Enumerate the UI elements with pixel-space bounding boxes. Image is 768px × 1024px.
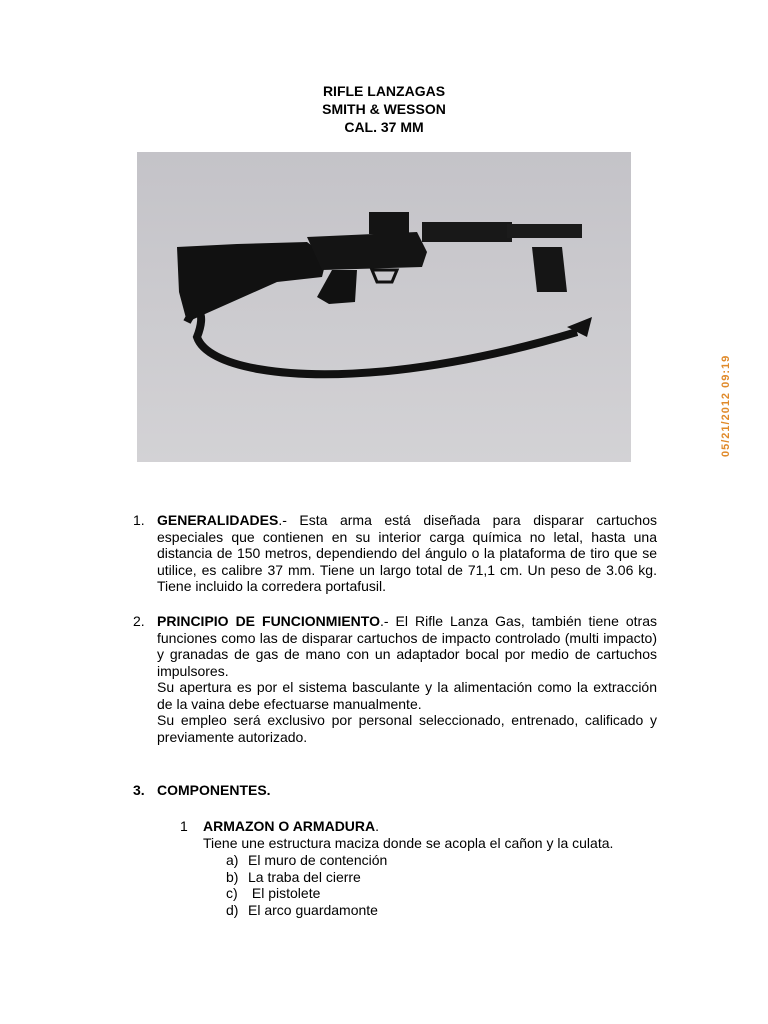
rifle-photo xyxy=(137,152,732,462)
section-heading: COMPONENTES. xyxy=(157,782,271,798)
list-item-label: d) xyxy=(226,901,239,918)
list-item-text: El muro de contención xyxy=(248,852,388,868)
title-line-1: RIFLE LANZAGAS xyxy=(322,83,446,99)
section-paragraph: Su apertura es por el sistema basculante y la alimentación como la extracción de la vaina debe efectuarse manualmente. xyxy=(157,679,657,712)
camera-date-stamp: 05/21/2012 09:19 xyxy=(720,354,732,457)
section-body xyxy=(157,782,657,799)
list-item-text: El arco guardamonte xyxy=(248,901,378,918)
list-item-text: La traba del cierre xyxy=(248,868,361,885)
list-item-label: a) xyxy=(226,852,239,868)
section-heading: GENERALIDADES xyxy=(157,512,279,528)
heading-suffix: . xyxy=(375,818,380,834)
section-body xyxy=(157,613,657,745)
document-title xyxy=(0,82,768,136)
subsection-text: Tiene une estructura maciza donde se acopla el cañon y la culata. xyxy=(203,834,614,851)
section-text: Esta arma está diseñada para disparar cartuchos especiales que contienen en su interior carga química no letal, hasta una distancia de 150 metros, dependiendo del ángulo o la plataforma de tiro que se utilice, es calibre 37 mm. Tiene un largo total de 71,1 cm. Un peso de 3.06 kg. Tiene incluido la corredera portafusil. xyxy=(157,512,657,594)
section-body xyxy=(157,512,657,595)
list-item xyxy=(226,902,387,919)
heading-suffix: .- xyxy=(278,512,287,528)
list-item xyxy=(226,869,387,886)
heading-suffix: .- xyxy=(379,613,389,629)
list-item-text: El pistolete xyxy=(248,885,321,901)
section-text: El Rifle Lanza Gas, también tiene otras funciones como las de disparar cartuchos de impacto controlado (multi impacto) y granadas de gas de mano con un adaptador bocal por medio de cartuchos impulsores. xyxy=(157,613,657,679)
component-list xyxy=(226,852,387,918)
section-heading: PRINCIPIO DE FUNCIONMIENTO xyxy=(157,613,380,629)
list-item xyxy=(226,885,387,902)
list-item-label: c) xyxy=(226,885,238,901)
list-item-label: b) xyxy=(226,868,239,885)
subsection-heading: ARMAZON O ARMADURA xyxy=(203,818,376,834)
gas-launcher-rifle-icon xyxy=(137,152,631,462)
subsection-body xyxy=(203,818,673,851)
title-line-2: SMITH & WESSON xyxy=(322,101,446,117)
section-paragraph: Su empleo será exclusivo por personal seleccionado, entrenado, calificado y previamente autorizado. xyxy=(157,712,657,745)
title-line-3: CAL. 37 MM xyxy=(344,119,424,135)
section-number: 1. xyxy=(133,512,145,528)
list-item xyxy=(226,852,387,869)
section-number: 2. xyxy=(133,613,145,629)
section-number: 3. xyxy=(133,782,145,798)
subsection-number: 1 xyxy=(180,818,188,834)
